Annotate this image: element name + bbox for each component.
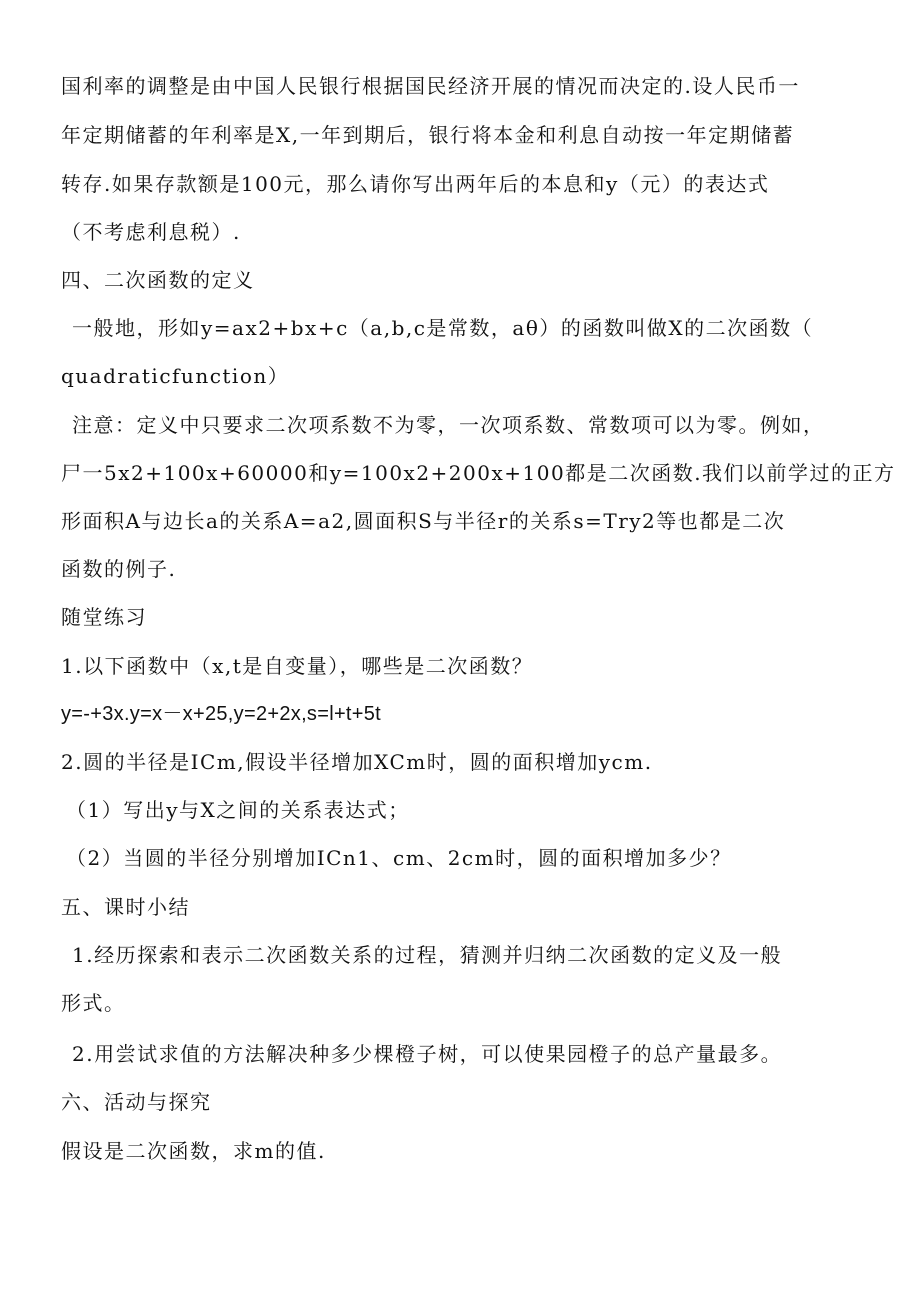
- exercise-subitem: （1）写出y与X之间的关系表达式；: [66, 798, 410, 822]
- summary-item: 1.经历探索和表示二次函数关系的过程，猜测并归纳二次函数的定义及一般: [72, 943, 783, 967]
- paragraph-line: 一般地，形如y=ax2+bx+c（a,b,c是常数，aθ）的函数叫做X的二次函数（: [72, 316, 814, 340]
- section-heading: 随堂练习: [61, 605, 147, 629]
- paragraph-line: 年定期储蓄的年利率是X,一年到期后，银行将本金和利息自动按一年定期储蓄: [61, 123, 795, 147]
- section-heading: 五、课时小结: [61, 895, 190, 919]
- formula-line: y=-+3x.y=x－x+25,y=2+2x,s=l+t+5t: [61, 703, 382, 725]
- paragraph-line: 国利率的调整是由中国人民银行根据国民经济开展的情况而决定的.设人民币一: [61, 74, 800, 98]
- paragraph-line: 尸一5x2+100x+60000和y=100x2+200x+100都是二次函数.我们以前学过的正方: [61, 461, 896, 485]
- paragraph-line: 假设是二次函数，求m的值.: [61, 1139, 326, 1163]
- paragraph-line: 转存.如果存款额是100元，那么请你写出两年后的本息和y（元）的表达式: [61, 172, 770, 196]
- paragraph-line: （不考虑利息税）.: [61, 220, 241, 244]
- paragraph-line: 形式。: [61, 991, 126, 1015]
- paragraph-line: 注意：定义中只要求二次项系数不为零，一次项系数、常数项可以为零。例如，: [72, 413, 825, 437]
- summary-item: 2.用尝试求值的方法解决种多少棵橙子树，可以使果园橙子的总产量最多。: [72, 1042, 783, 1066]
- paragraph-line: quadraticfunction）: [61, 364, 290, 388]
- exercise-subitem: （2）当圆的半径分别增加ICn1、cm、2cm时，圆的面积增加多少？: [66, 846, 732, 870]
- exercise-item: 2.圆的半径是ICm,假设半径增加XCm时，圆的面积增加ycm.: [61, 750, 653, 774]
- section-heading: 六、活动与探究: [61, 1090, 212, 1114]
- paragraph-line: 形面积A与边长a的关系A=a2,圆面积S与半径r的关系s=Try2等也都是二次: [61, 509, 786, 533]
- exercise-item: 1.以下函数中（x,t是自变量），哪些是二次函数？: [61, 654, 534, 678]
- paragraph-line: 函数的例子.: [61, 557, 177, 581]
- section-heading: 四、二次函数的定义: [61, 268, 255, 292]
